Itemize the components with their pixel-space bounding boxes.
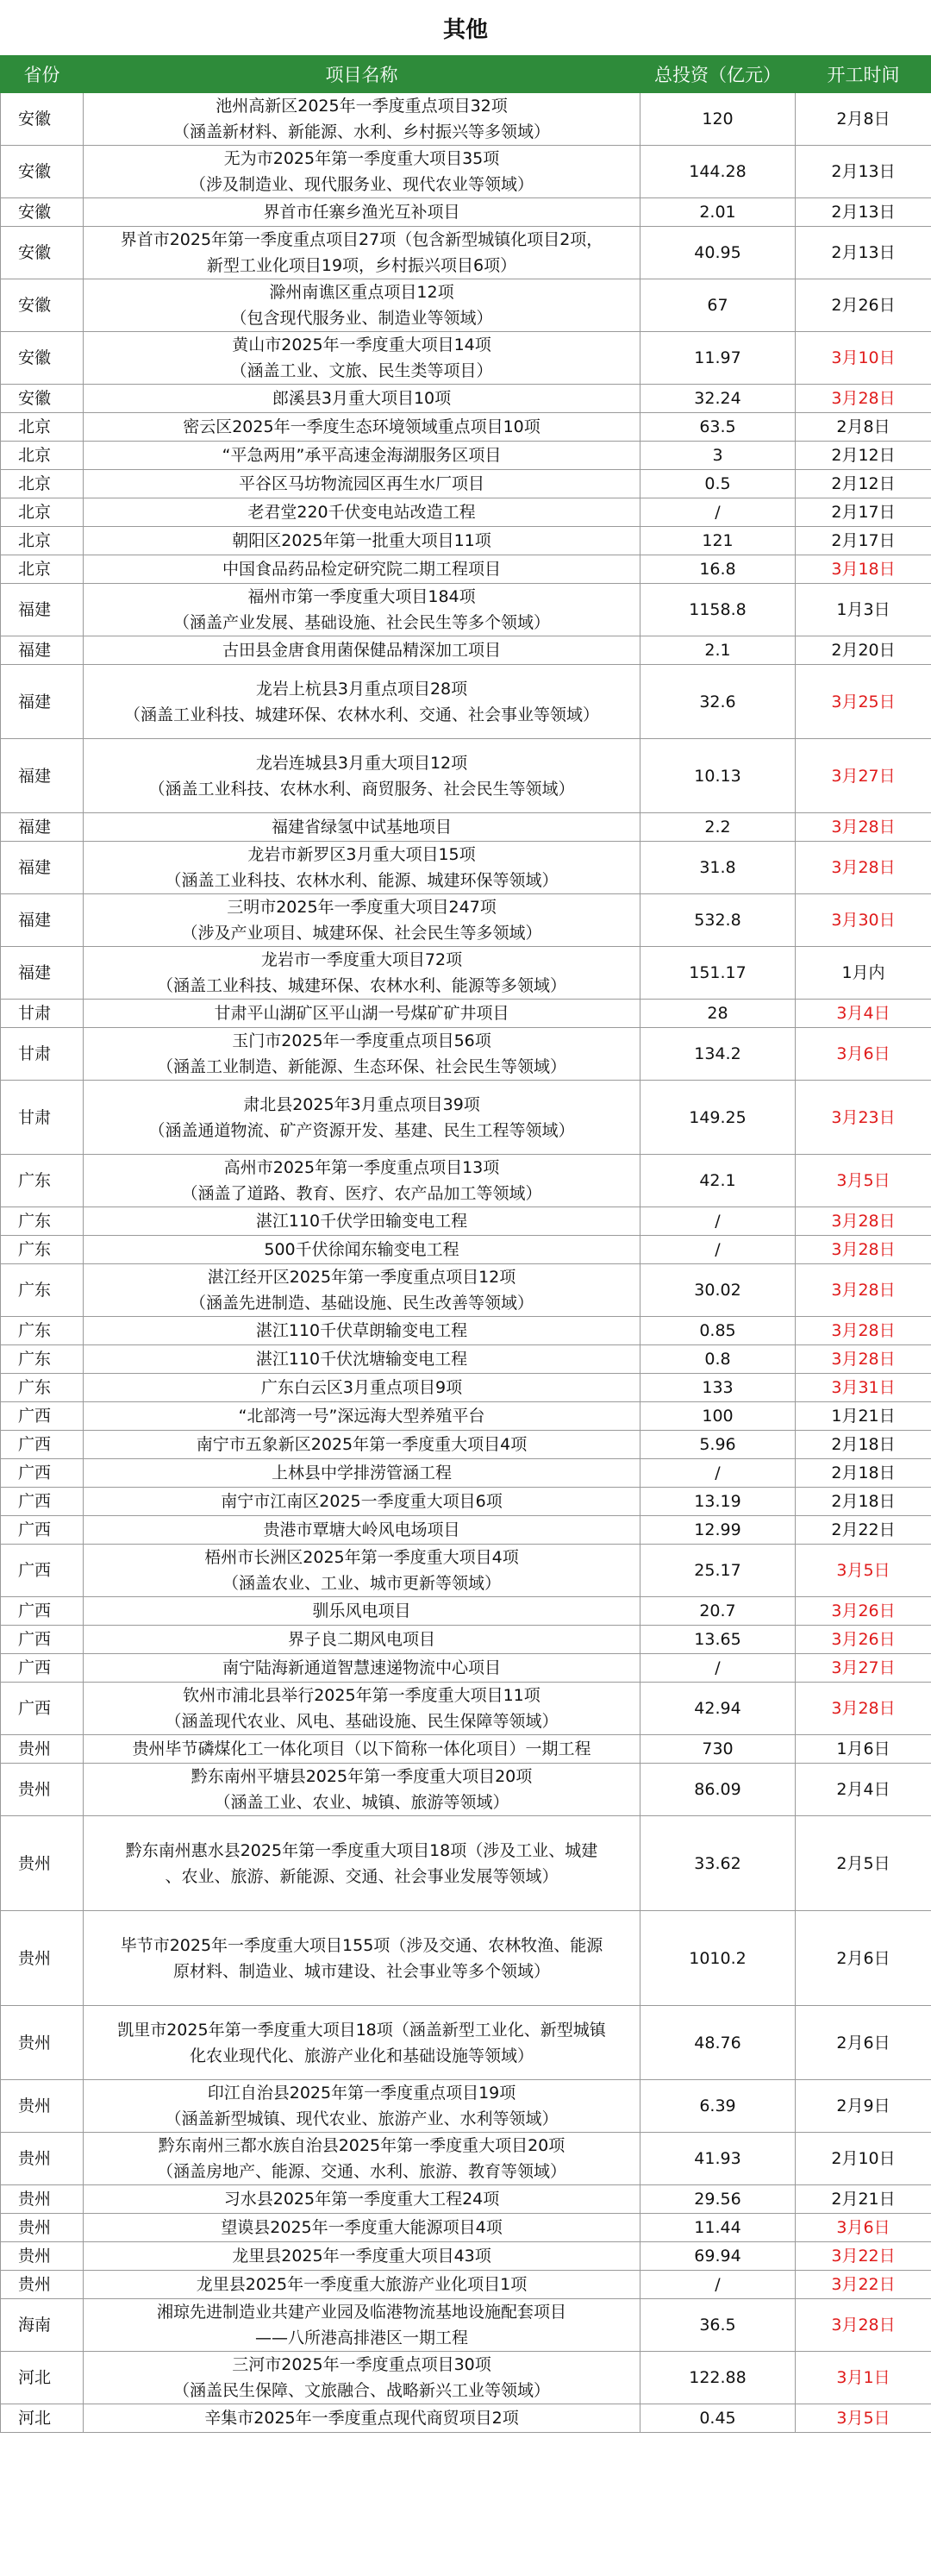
start-time-cell: 2月8日 — [796, 93, 931, 146]
province-cell: 贵州 — [1, 2271, 84, 2299]
province-cell: 安徽 — [1, 93, 84, 146]
project-name-cell: 老君堂220千伏变电站改造工程 — [84, 498, 640, 527]
header-province: 省份 — [1, 56, 84, 93]
investment-cell: 11.97 — [640, 332, 796, 385]
page-title: 其他 — [442, 16, 488, 43]
project-name-cell: 南宁市江南区2025一季度重大项目6项 — [84, 1488, 640, 1516]
table-row — [1, 1236, 931, 1264]
table-row — [1, 1488, 931, 1516]
start-time-cell: 2月17日 — [796, 498, 931, 527]
project-name-cell: 望谟县2025年一季度重大能源项目4项 — [84, 2214, 640, 2242]
table-row — [1, 527, 931, 555]
investment-cell: 0.45 — [640, 2404, 796, 2433]
start-time-cell: 3月25日 — [796, 665, 931, 739]
start-time-cell: 3月6日 — [796, 2214, 931, 2242]
investment-cell: 29.56 — [640, 2185, 796, 2214]
investment-cell: 133 — [640, 1374, 796, 1402]
province-cell: 福建 — [1, 739, 84, 813]
investment-cell: 151.17 — [640, 947, 796, 1000]
table-row — [1, 842, 931, 894]
investment-cell: 28 — [640, 1000, 796, 1028]
province-cell: 广东 — [1, 1264, 84, 1317]
investment-cell: 63.5 — [640, 413, 796, 442]
province-cell: 安徽 — [1, 198, 84, 227]
province-cell: 福建 — [1, 947, 84, 1000]
province-cell: 福建 — [1, 894, 84, 947]
project-name-cell: 三明市2025年一季度重大项目247项 （涉及产业项目、城建环保、社会民生等多领域） — [84, 894, 640, 947]
table-row — [1, 2133, 931, 2185]
province-cell: 广西 — [1, 1402, 84, 1431]
investment-cell: 10.13 — [640, 739, 796, 813]
project-name-cell: 中国食品药品检定研究院二期工程项目 — [84, 555, 640, 584]
table-row — [1, 555, 931, 584]
province-cell: 甘肃 — [1, 1028, 84, 1081]
table-row — [1, 1155, 931, 1207]
project-name-cell: 辛集市2025年一季度重点现代商贸项目2项 — [84, 2404, 640, 2433]
table-row — [1, 279, 931, 332]
project-name-cell: 龙岩连城县3月重大项目12项 （涵盖工业科技、农林水利、商贸服务、社会民生等领域） — [84, 739, 640, 813]
project-name-cell: 湛江经开区2025年第一季度重点项目12项 （涵盖先进制造、基础设施、民生改善等领域） — [84, 1264, 640, 1317]
start-time-cell: 2月13日 — [796, 146, 931, 198]
start-time-cell: 2月18日 — [796, 1488, 931, 1516]
investment-cell: 3 — [640, 442, 796, 470]
table-row — [1, 93, 931, 146]
table-row — [1, 146, 931, 198]
table-row — [1, 1028, 931, 1081]
project-name-cell: 500千伏徐闻东输变电工程 — [84, 1236, 640, 1264]
start-time-cell: 3月27日 — [796, 739, 931, 813]
project-name-cell: 贵州毕节磷煤化工一体化项目（以下简称一体化项目）一期工程 — [84, 1735, 640, 1764]
project-name-cell: 南宁陆海新通道智慧速递物流中心项目 — [84, 1654, 640, 1683]
start-time-cell: 3月28日 — [796, 1345, 931, 1374]
table-row — [1, 1654, 931, 1683]
table-row — [1, 665, 931, 739]
start-time-cell: 2月17日 — [796, 527, 931, 555]
table-row — [1, 470, 931, 498]
province-cell: 北京 — [1, 413, 84, 442]
investment-cell: 20.7 — [640, 1597, 796, 1626]
table-row — [1, 1597, 931, 1626]
project-name-cell: 界子良二期风电项目 — [84, 1626, 640, 1654]
investment-cell: 2.2 — [640, 813, 796, 842]
investment-cell: 2.01 — [640, 198, 796, 227]
investment-cell: 134.2 — [640, 1028, 796, 1081]
project-name-cell: “北部湾一号”深远海大型养殖平台 — [84, 1402, 640, 1431]
start-time-cell: 1月3日 — [796, 584, 931, 636]
project-name-cell: 驯乐风电项目 — [84, 1597, 640, 1626]
start-time-cell: 2月5日 — [796, 1816, 931, 1911]
table-row — [1, 2214, 931, 2242]
project-name-cell: 龙里县2025年一季度重大项目43项 — [84, 2242, 640, 2271]
project-name-cell: 朝阳区2025年第一批重大项目11项 — [84, 527, 640, 555]
table-row — [1, 813, 931, 842]
province-cell: 福建 — [1, 584, 84, 636]
investment-cell: 100 — [640, 1402, 796, 1431]
investment-cell: / — [640, 1207, 796, 1236]
project-name-cell: 广东白云区3月重点项目9项 — [84, 1374, 640, 1402]
table-row — [1, 198, 931, 227]
project-name-cell: 池州高新区2025年一季度重点项目32项 （涵盖新材料、新能源、水利、乡村振兴等多领域） — [84, 93, 640, 146]
province-cell: 福建 — [1, 636, 84, 665]
start-time-cell: 3月6日 — [796, 1028, 931, 1081]
header-start-time: 开工时间 — [796, 56, 931, 93]
start-time-cell: 2月4日 — [796, 1764, 931, 1816]
investment-cell: 16.8 — [640, 555, 796, 584]
project-name-cell: 高州市2025年第一季度重点项目13项 （涵盖了道路、教育、医疗、农产品加工等领域） — [84, 1155, 640, 1207]
table-row — [1, 636, 931, 665]
project-name-cell: 玉门市2025年一季度重点项目56项 （涵盖工业制造、新能源、生态环保、社会民生等领域） — [84, 1028, 640, 1081]
province-cell: 北京 — [1, 498, 84, 527]
project-name-cell: 无为市2025年第一季度重大项目35项 （涉及制造业、现代服务业、现代农业等领域） — [84, 146, 640, 198]
start-time-cell: 3月28日 — [796, 1317, 931, 1345]
investment-cell: / — [640, 2271, 796, 2299]
table-row — [1, 2271, 931, 2299]
investment-cell: 30.02 — [640, 1264, 796, 1317]
investment-cell: / — [640, 1654, 796, 1683]
investment-cell: 69.94 — [640, 2242, 796, 2271]
table-row — [1, 1683, 931, 1735]
project-name-cell: 毕节市2025年一季度重大项目155项（涉及交通、农林牧渔、能源 原材料、制造业、城市建设、社会事业等多个领域） — [84, 1911, 640, 2006]
start-time-cell: 3月26日 — [796, 1626, 931, 1654]
project-name-cell: 福建省绿氢中试基地项目 — [84, 813, 640, 842]
table-row — [1, 1345, 931, 1374]
start-time-cell: 2月6日 — [796, 1911, 931, 2006]
province-cell: 安徽 — [1, 385, 84, 413]
investment-cell: 13.65 — [640, 1626, 796, 1654]
province-cell: 贵州 — [1, 2080, 84, 2133]
province-cell: 广西 — [1, 1545, 84, 1597]
start-time-cell: 1月6日 — [796, 1735, 931, 1764]
province-cell: 福建 — [1, 665, 84, 739]
investment-cell: 31.8 — [640, 842, 796, 894]
province-cell: 广西 — [1, 1431, 84, 1459]
investment-cell: 36.5 — [640, 2299, 796, 2352]
project-name-cell: 印江自治县2025年第一季度重点项目19项 （涵盖新型城镇、现代农业、旅游产业、水利等领域） — [84, 2080, 640, 2133]
project-name-cell: 黄山市2025年一季度重大项目14项 （涵盖工业、文旅、民生类等项目） — [84, 332, 640, 385]
start-time-cell: 3月28日 — [796, 385, 931, 413]
start-time-cell: 2月9日 — [796, 2080, 931, 2133]
project-name-cell: 湛江110千伏草朗输变电工程 — [84, 1317, 640, 1345]
investment-cell: 0.5 — [640, 470, 796, 498]
table-row — [1, 1764, 931, 1816]
table-row — [1, 1545, 931, 1597]
table-row — [1, 2352, 931, 2404]
province-cell: 广东 — [1, 1345, 84, 1374]
table-row — [1, 2404, 931, 2433]
investment-cell: 86.09 — [640, 1764, 796, 1816]
investment-cell: 13.19 — [640, 1488, 796, 1516]
table-header-row — [1, 56, 931, 93]
table-row — [1, 1374, 931, 1402]
start-time-cell: 2月21日 — [796, 2185, 931, 2214]
project-name-cell: 凯里市2025年第一季度重大项目18项（涵盖新型工业化、新型城镇 化农业现代化、旅游产业化和基础设施等领域） — [84, 2006, 640, 2080]
investment-cell: / — [640, 1459, 796, 1488]
project-name-cell: 龙岩市新罗区3月重大项目15项 （涵盖工业科技、农林水利、能源、城建环保等领域） — [84, 842, 640, 894]
table-row — [1, 2006, 931, 2080]
province-cell: 广西 — [1, 1516, 84, 1545]
table-row — [1, 1911, 931, 2006]
investment-cell: 11.44 — [640, 2214, 796, 2242]
start-time-cell: 2月20日 — [796, 636, 931, 665]
table-row — [1, 1264, 931, 1317]
start-time-cell: 3月18日 — [796, 555, 931, 584]
project-name-cell: 古田县金唐食用菌保健品精深加工项目 — [84, 636, 640, 665]
province-cell: 河北 — [1, 2404, 84, 2433]
start-time-cell: 3月4日 — [796, 1000, 931, 1028]
province-cell: 广东 — [1, 1236, 84, 1264]
investment-cell: 12.99 — [640, 1516, 796, 1545]
table-row — [1, 1081, 931, 1155]
province-cell: 广西 — [1, 1683, 84, 1735]
start-time-cell: 3月28日 — [796, 1236, 931, 1264]
start-time-cell: 3月1日 — [796, 2352, 931, 2404]
province-cell: 广东 — [1, 1374, 84, 1402]
province-cell: 广西 — [1, 1488, 84, 1516]
province-cell: 广西 — [1, 1626, 84, 1654]
start-time-cell: 3月5日 — [796, 1545, 931, 1597]
project-name-cell: 福州市第一季度重大项目184项 （涵盖产业发展、基础设施、社会民生等多个领域） — [84, 584, 640, 636]
investment-cell: 532.8 — [640, 894, 796, 947]
province-cell: 北京 — [1, 527, 84, 555]
investment-cell: 121 — [640, 527, 796, 555]
start-time-cell: 3月26日 — [796, 1597, 931, 1626]
investment-cell: 144.28 — [640, 146, 796, 198]
table-row — [1, 1402, 931, 1431]
start-time-cell: 3月28日 — [796, 842, 931, 894]
table-row — [1, 1000, 931, 1028]
project-name-cell: 黔东南州三都水族自治县2025年第一季度重大项目20项 （涵盖房地产、能源、交通、水利、旅游、教育等领域） — [84, 2133, 640, 2185]
project-name-cell: 黔东南州平塘县2025年第一季度重大项目20项 （涵盖工业、农业、城镇、旅游等领域） — [84, 1764, 640, 1816]
project-name-cell: 湛江110千伏沈塘输变电工程 — [84, 1345, 640, 1374]
project-name-cell: 龙里县2025年一季度重大旅游产业化项目1项 — [84, 2271, 640, 2299]
start-time-cell: 2月13日 — [796, 198, 931, 227]
start-time-cell: 3月28日 — [796, 2299, 931, 2352]
table-row — [1, 1816, 931, 1911]
header-investment: 总投资（亿元） — [640, 56, 796, 93]
province-cell: 广东 — [1, 1317, 84, 1345]
table-row — [1, 1735, 931, 1764]
province-cell: 广东 — [1, 1155, 84, 1207]
table-row — [1, 2242, 931, 2271]
project-name-cell: 三河市2025年一季度重点项目30项 （涵盖民生保障、文旅融合、战略新兴工业等领域） — [84, 2352, 640, 2404]
investment-cell: 40.95 — [640, 227, 796, 279]
investment-cell: 1010.2 — [640, 1911, 796, 2006]
table-row — [1, 1317, 931, 1345]
table-row — [1, 1516, 931, 1545]
investment-cell: 42.1 — [640, 1155, 796, 1207]
investment-cell: 25.17 — [640, 1545, 796, 1597]
investment-cell: 32.24 — [640, 385, 796, 413]
project-name-cell: 湘琼先进制造业共建产业园及临港物流基地设施配套项目 ——八所港高排港区一期工程 — [84, 2299, 640, 2352]
project-name-cell: 梧州市长洲区2025年第一季度重大项目4项 （涵盖农业、工业、城市更新等领域） — [84, 1545, 640, 1597]
table-row — [1, 413, 931, 442]
investment-cell: 48.76 — [640, 2006, 796, 2080]
investment-cell: 0.85 — [640, 1317, 796, 1345]
table-row — [1, 1207, 931, 1236]
project-table — [0, 55, 931, 2433]
start-time-cell: 3月28日 — [796, 1683, 931, 1735]
project-name-cell: 界首市2025年第一季度重点项目27项（包含新型城镇化项目2项， 新型工业化项目19项，乡村振兴项目6项） — [84, 227, 640, 279]
table-row — [1, 1459, 931, 1488]
province-cell: 海南 — [1, 2299, 84, 2352]
start-time-cell: 3月23日 — [796, 1081, 931, 1155]
province-cell: 安徽 — [1, 279, 84, 332]
project-name-cell: 贵港市覃塘大岭风电场项目 — [84, 1516, 640, 1545]
province-cell: 河北 — [1, 2352, 84, 2404]
start-time-cell: 3月28日 — [796, 1264, 931, 1317]
investment-cell: / — [640, 498, 796, 527]
province-cell: 贵州 — [1, 2133, 84, 2185]
table-row — [1, 947, 931, 1000]
project-name-cell: 上林县中学排涝管涵工程 — [84, 1459, 640, 1488]
province-cell: 广西 — [1, 1654, 84, 1683]
investment-cell: / — [640, 1236, 796, 1264]
table-row — [1, 2299, 931, 2352]
investment-cell: 0.8 — [640, 1345, 796, 1374]
province-cell: 广西 — [1, 1459, 84, 1488]
start-time-cell: 2月12日 — [796, 442, 931, 470]
investment-cell: 730 — [640, 1735, 796, 1764]
project-name-cell: 南宁市五象新区2025年第一季度重大项目4项 — [84, 1431, 640, 1459]
province-cell: 贵州 — [1, 2214, 84, 2242]
province-cell: 贵州 — [1, 2006, 84, 2080]
start-time-cell: 3月22日 — [796, 2242, 931, 2271]
start-time-cell: 2月13日 — [796, 227, 931, 279]
table-row — [1, 227, 931, 279]
start-time-cell: 2月8日 — [796, 413, 931, 442]
project-name-cell: 钦州市浦北县举行2025年第一季度重大项目11项 （涵盖现代农业、风电、基础设施、民生保障等领域） — [84, 1683, 640, 1735]
project-name-cell: 郎溪县3月重大项目10项 — [84, 385, 640, 413]
start-time-cell: 3月10日 — [796, 332, 931, 385]
start-time-cell: 2月22日 — [796, 1516, 931, 1545]
province-cell: 贵州 — [1, 1764, 84, 1816]
province-cell: 广西 — [1, 1597, 84, 1626]
table-row — [1, 1431, 931, 1459]
investment-cell: 1158.8 — [640, 584, 796, 636]
start-time-cell: 2月6日 — [796, 2006, 931, 2080]
table-row — [1, 442, 931, 470]
start-time-cell: 2月18日 — [796, 1459, 931, 1488]
table-row — [1, 385, 931, 413]
project-name-cell: 界首市任寨乡渔光互补项目 — [84, 198, 640, 227]
start-time-cell: 2月18日 — [796, 1431, 931, 1459]
investment-cell: 122.88 — [640, 2352, 796, 2404]
project-name-cell: 黔东南州惠水县2025年第一季度重大项目18项（涉及工业、城建 、农业、旅游、新能源、交通、社会事业发展等领域） — [84, 1816, 640, 1911]
start-time-cell: 2月12日 — [796, 470, 931, 498]
start-time-cell: 3月30日 — [796, 894, 931, 947]
table-row — [1, 1626, 931, 1654]
start-time-cell: 3月22日 — [796, 2271, 931, 2299]
project-name-cell: 习水县2025年第一季度重大工程24项 — [84, 2185, 640, 2214]
table-body — [1, 93, 931, 2433]
project-name-cell: 湛江110千伏学田输变电工程 — [84, 1207, 640, 1236]
investment-cell: 32.6 — [640, 665, 796, 739]
start-time-cell: 3月28日 — [796, 1207, 931, 1236]
province-cell: 安徽 — [1, 146, 84, 198]
project-name-cell: 滁州南谯区重点项目12项 （包含现代服务业、制造业等领域） — [84, 279, 640, 332]
table-row — [1, 894, 931, 947]
investment-cell: 120 — [640, 93, 796, 146]
province-cell: 甘肃 — [1, 1000, 84, 1028]
start-time-cell: 3月28日 — [796, 813, 931, 842]
province-cell: 贵州 — [1, 2185, 84, 2214]
project-name-cell: 平谷区马坊物流园区再生水厂项目 — [84, 470, 640, 498]
table-row — [1, 2185, 931, 2214]
table-row — [1, 739, 931, 813]
project-name-cell: 肃北县2025年3月重点项目39项 （涵盖通道物流、矿产资源开发、基建、民生工程等领域） — [84, 1081, 640, 1155]
start-time-cell: 2月10日 — [796, 2133, 931, 2185]
project-name-cell: 密云区2025年一季度生态环境领域重点项目10项 — [84, 413, 640, 442]
province-cell: 贵州 — [1, 2242, 84, 2271]
investment-cell: 2.1 — [640, 636, 796, 665]
start-time-cell: 1月内 — [796, 947, 931, 1000]
investment-cell: 6.39 — [640, 2080, 796, 2133]
investment-cell: 5.96 — [640, 1431, 796, 1459]
table-row — [1, 2080, 931, 2133]
start-time-cell: 3月5日 — [796, 1155, 931, 1207]
province-cell: 广东 — [1, 1207, 84, 1236]
start-time-cell: 3月31日 — [796, 1374, 931, 1402]
project-name-cell: 甘肃平山湖矿区平山湖一号煤矿矿井项目 — [84, 1000, 640, 1028]
province-cell: 安徽 — [1, 332, 84, 385]
province-cell: 北京 — [1, 555, 84, 584]
start-time-cell: 1月21日 — [796, 1402, 931, 1431]
start-time-cell: 2月26日 — [796, 279, 931, 332]
table-row — [1, 584, 931, 636]
province-cell: 北京 — [1, 442, 84, 470]
province-cell: 安徽 — [1, 227, 84, 279]
province-cell: 甘肃 — [1, 1081, 84, 1155]
investment-cell: 67 — [640, 279, 796, 332]
project-name-cell: 龙岩上杭县3月重点项目28项 （涵盖工业科技、城建环保、农林水利、交通、社会事业等领域） — [84, 665, 640, 739]
project-name-cell: “平急两用”承平高速金海湖服务区项目 — [84, 442, 640, 470]
province-cell: 贵州 — [1, 1816, 84, 1911]
province-cell: 福建 — [1, 813, 84, 842]
start-time-cell: 3月5日 — [796, 2404, 931, 2433]
investment-cell: 33.62 — [640, 1816, 796, 1911]
investment-cell: 41.93 — [640, 2133, 796, 2185]
province-cell: 福建 — [1, 842, 84, 894]
table-row — [1, 498, 931, 527]
investment-cell: 149.25 — [640, 1081, 796, 1155]
project-name-cell: 龙岩市一季度重大项目72项 （涵盖工业科技、城建环保、农林水利、能源等多领域） — [84, 947, 640, 1000]
province-cell: 贵州 — [1, 1911, 84, 2006]
table-row — [1, 332, 931, 385]
header-project-name: 项目名称 — [84, 56, 640, 93]
investment-cell: 42.94 — [640, 1683, 796, 1735]
province-cell: 北京 — [1, 470, 84, 498]
province-cell: 贵州 — [1, 1735, 84, 1764]
start-time-cell: 3月27日 — [796, 1654, 931, 1683]
